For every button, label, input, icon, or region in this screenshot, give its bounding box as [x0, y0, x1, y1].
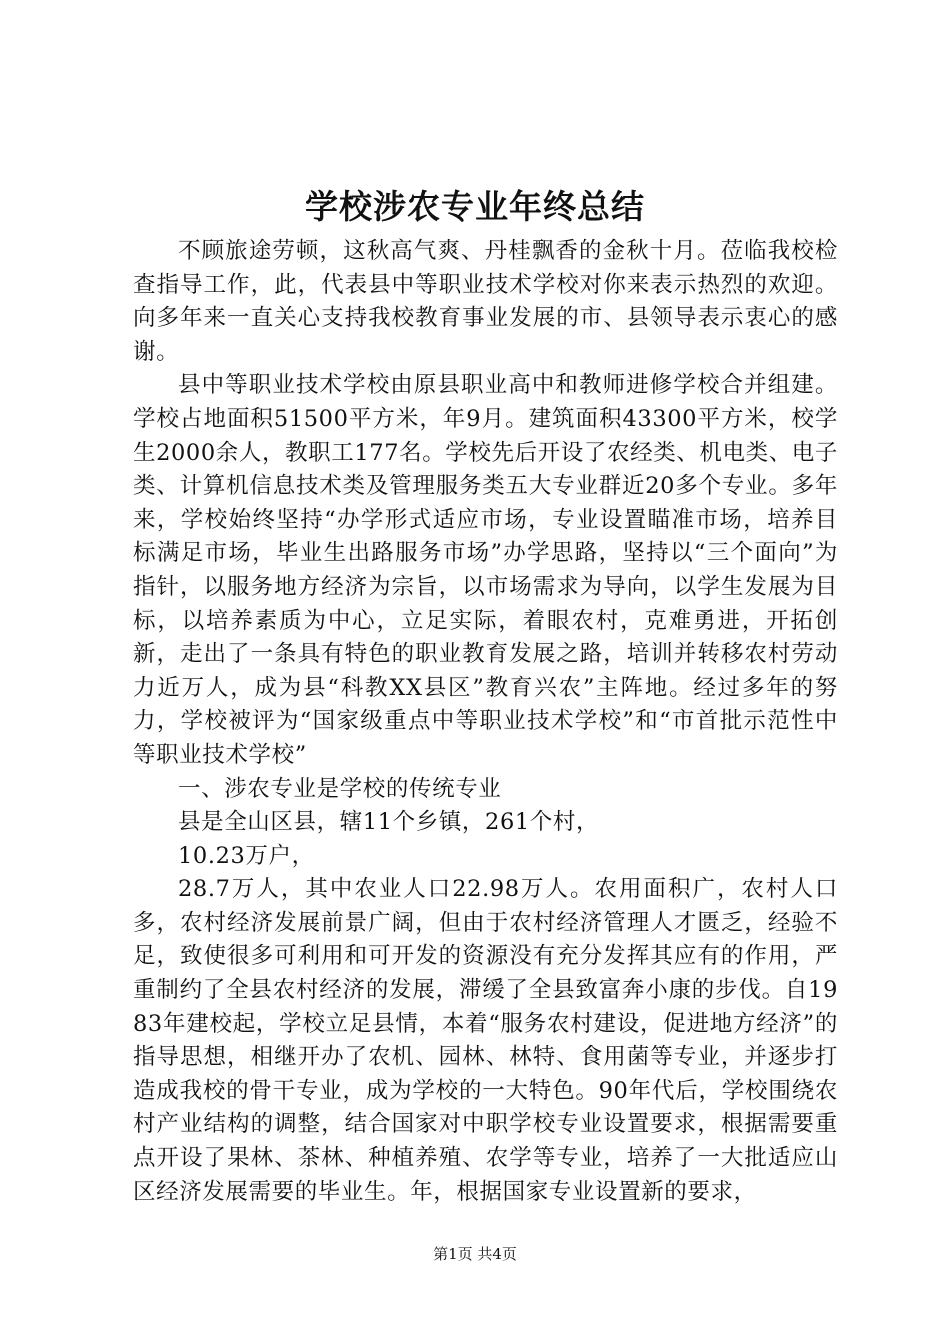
paragraph-population: 28.7万人，其中农业人口22.98万人。农用面积广，农村人口多，农村经济发展前景广阔，但由于农村经济管理人才匮乏，经验不足，致使很多可利用和可开发的资源没有充分发挥其应有的作用，严重制约了全县农村经济的发展，滞缓了全县致富奔小康的步伐。自1983年建校起，学校立足县情，本着“服务农村建设，促进地方经济”的指导思想，相继开办了农机、园林、林特、食用菌等专业，并逐步打造成我校的骨干专业，成为学校的一大特色。90年代后，学校围绕农村产业结构的调整，结合国家对中职学校专业设置要求，根据需要重点开设了果林、茶林、种植养殖、农学等专业，培养了一大批适应山区经济发展需要的毕业生。年，根据国家专业设置新的要求， — [133, 876, 838, 1205]
document-body — [133, 235, 838, 1209]
document-title: 学校涉农专业年终总结 — [305, 187, 645, 226]
paragraph-households: 10.23万户， — [178, 842, 315, 869]
section-heading-1: 一、涉农专业是学校的传统专业 — [178, 775, 502, 802]
paragraph-welcome: 不顾旅途劳顿，这秋高气爽、丹桂飘香的金秋十月。莅临我校检查指导工作，此，代表县中等职业技术学校对你来表示热烈的欢迎。向多年来一直关心支持我校教育事业发展的市、县领导表示衷心的感谢。 — [133, 238, 838, 365]
paragraph-school-intro: 县中等职业技术学校由原县职业高中和教师进修学校合并组建。学校占地面积51500平方米，年9月。建筑面积43300平方米，校学生2000余人，教职工177名。学校先后开设了农经类、机电类、电子类、计算机信息技术类及管理服务类五大专业群近20多个专业。多年来，学校始终坚持“办学形式适应市场，专业设置瞄准市场，培养目标满足市场，毕业生出路服务市场”办学思路，坚持以“三个面向”为指针，以服务地方经济为宗旨，以市场需求为导向，以学生发展为目标，以培养素质为中心，立足实际，着眼农村，克难勇进，开拓创新，走出了一条具有特色的职业教育发展之路，培训并转移农村劳动力近万人，成为县“科教XX县区”教育兴农”主阵地。经过多年的努力，学校被评为“国家级重点中等职业技术学校”和“市首批示范性中等职业技术学校” — [133, 372, 839, 768]
page-footer: 第1页 共4页 — [433, 1245, 517, 1263]
paragraph-county-info: 县是全山区县，辖11个乡镇，261个村， — [178, 809, 600, 836]
